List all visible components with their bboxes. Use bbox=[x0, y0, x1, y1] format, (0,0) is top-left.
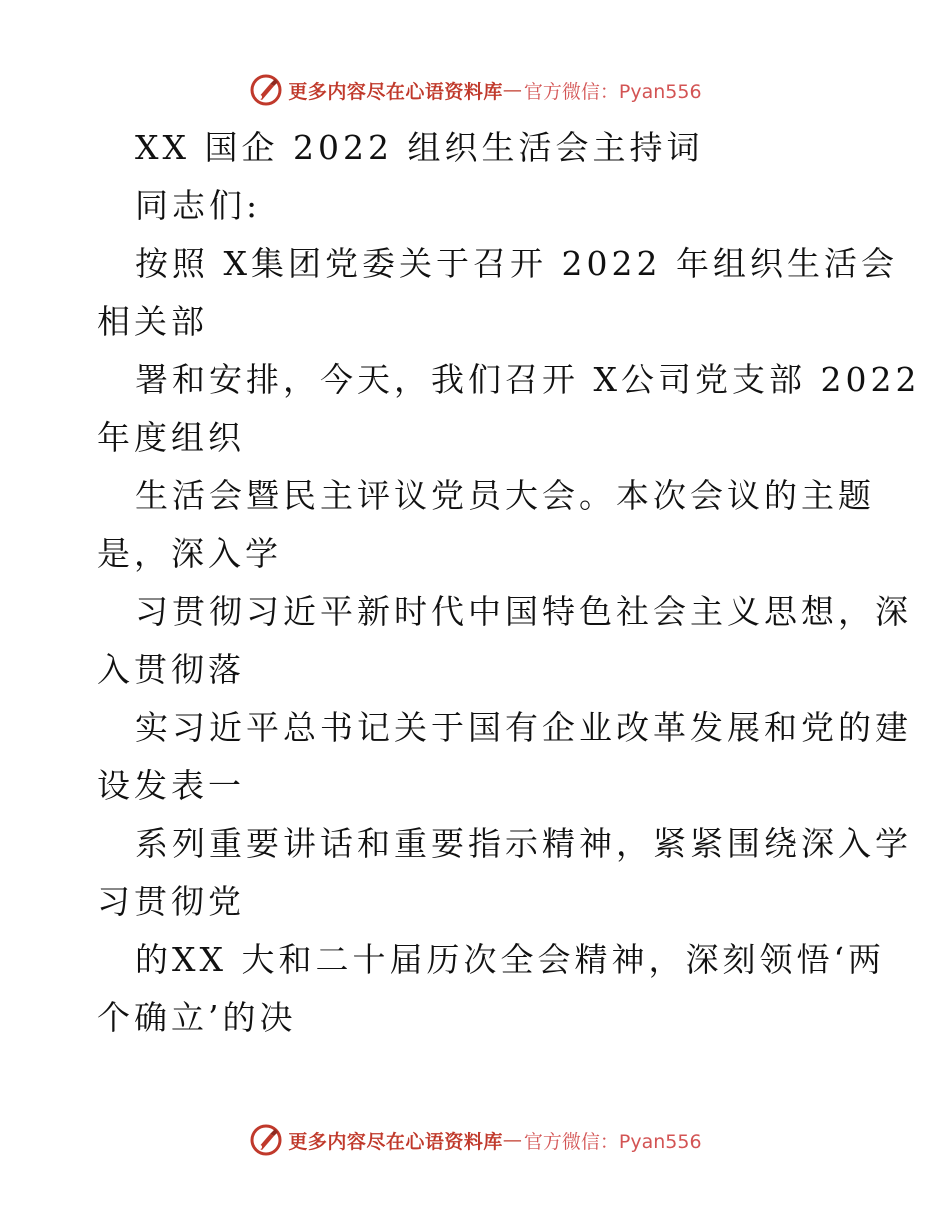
header-watermark bbox=[0, 70, 950, 110]
footer-dash: — bbox=[502, 1129, 522, 1151]
paragraph-line: 按照 X集团党委关于召开 2022 年组织生活会 bbox=[135, 244, 898, 283]
paragraph-line: 入贯彻落 bbox=[97, 650, 245, 689]
footer-contact: 官方微信：Pyan556 bbox=[523, 1130, 702, 1153]
header-contact: 官方微信：Pyan556 bbox=[523, 80, 702, 103]
footer-site-text: 更多内容尽在心语资料库 bbox=[288, 1130, 503, 1153]
paragraph-line: 设发表一 bbox=[97, 766, 245, 805]
salutation: 同志们: bbox=[135, 186, 262, 225]
paragraph-line: 习贯彻习近平新时代中国特色社会主义思想，深 bbox=[135, 592, 912, 631]
pen-logo-icon bbox=[248, 1122, 284, 1158]
paragraph-line: 年度组织 bbox=[97, 418, 245, 457]
paragraph-line: 是，深入学 bbox=[97, 534, 282, 573]
header-dash: — bbox=[502, 79, 522, 101]
pen-logo-icon bbox=[248, 72, 284, 108]
paragraph-line: 系列重要讲话和重要指示精神，紧紧围绕深入学 bbox=[135, 824, 912, 863]
paragraph-line: 署和安排，今天，我们召开 X公司党支部 2022 bbox=[135, 360, 921, 399]
paragraph-line: 生活会暨民主评议党员大会。本次会议的主题 bbox=[135, 476, 875, 515]
paragraph-line: 习贯彻党 bbox=[97, 882, 245, 921]
paragraph-line: 实习近平总书记关于国有企业改革发展和党的建 bbox=[135, 708, 912, 747]
header-site-text: 更多内容尽在心语资料库 bbox=[288, 80, 503, 103]
paragraph-line: 相关部 bbox=[97, 302, 208, 341]
paragraph-line: 个确立’的决 bbox=[97, 998, 297, 1037]
paragraph-line: 的XX 大和二十届历次全会精神，深刻领悟‘两 bbox=[135, 940, 885, 979]
footer-watermark bbox=[0, 1120, 950, 1160]
document-title: XX 国企 2022 组织生活会主持词 bbox=[135, 128, 704, 167]
